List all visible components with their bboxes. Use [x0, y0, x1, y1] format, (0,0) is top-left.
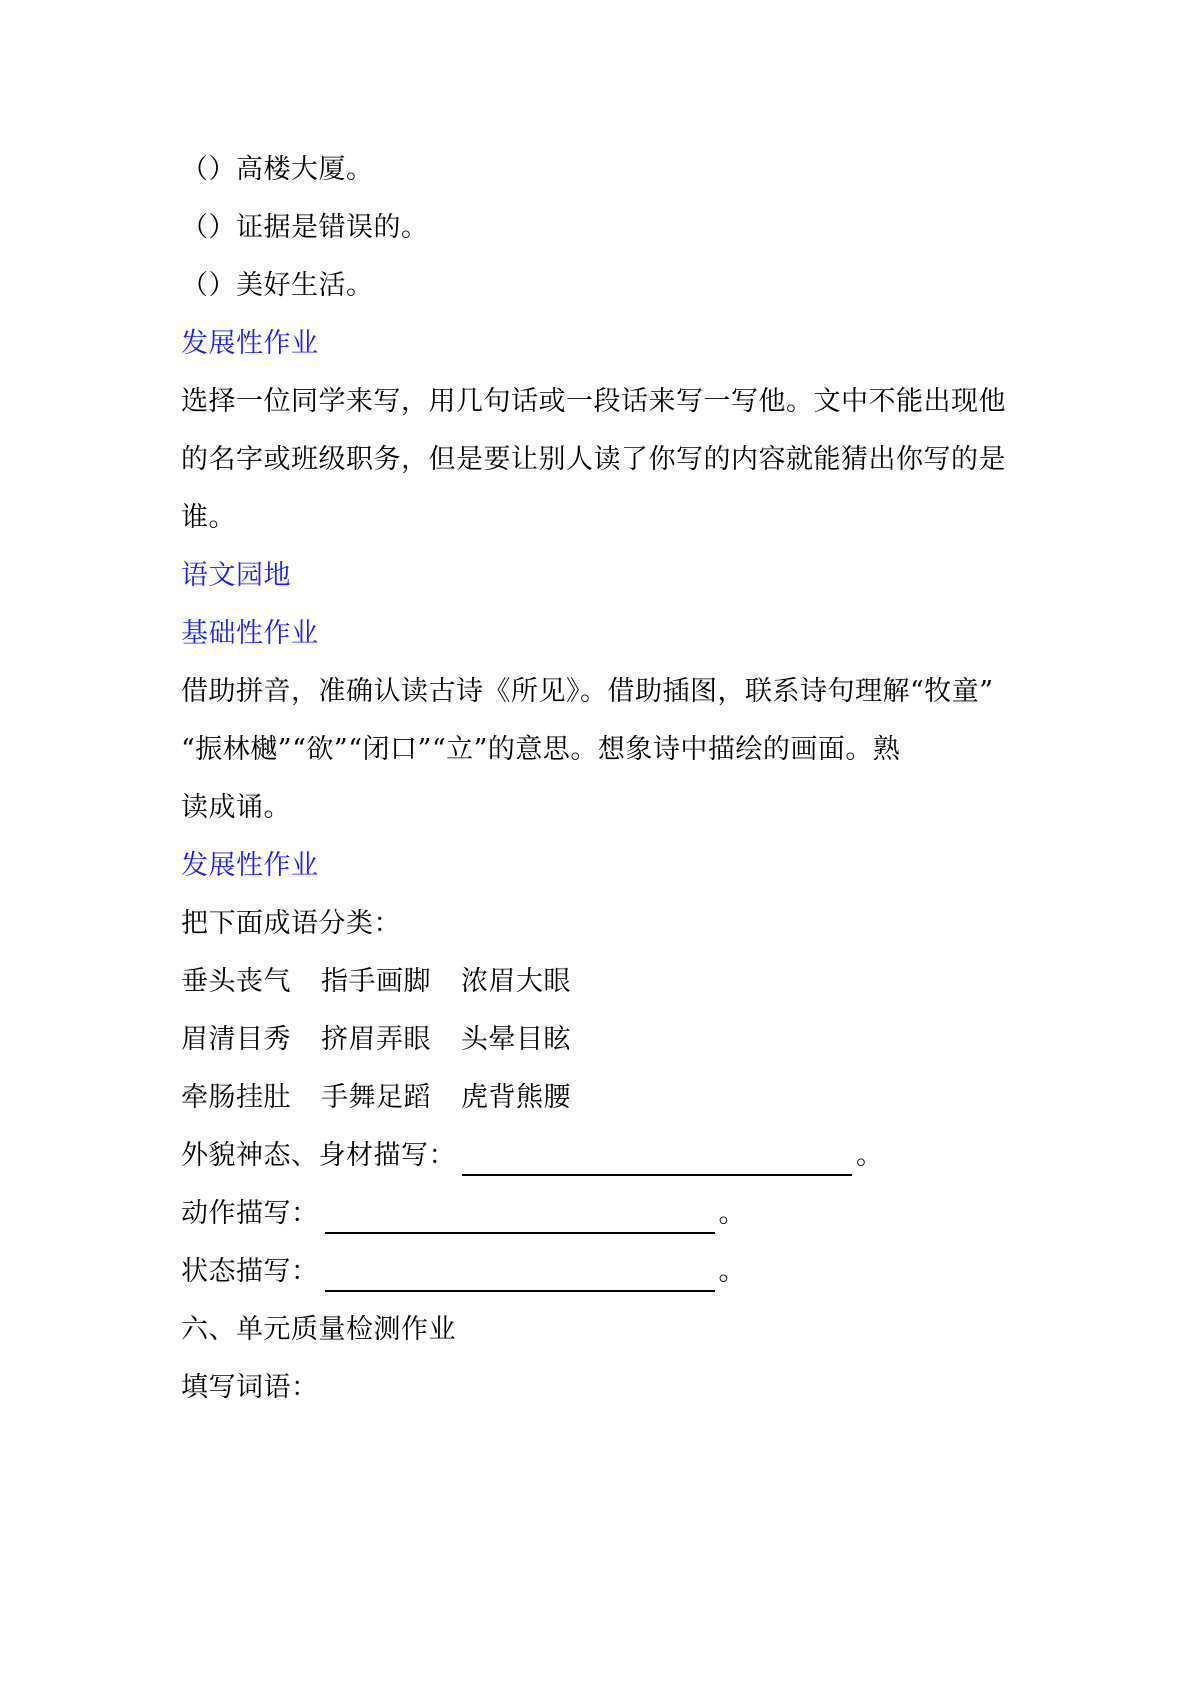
- paragraph-line: 借助拼音，准确认读古诗《所见》。借助插图，联系诗句理解“牧童”: [181, 676, 994, 707]
- idiom-row: [181, 1020, 1021, 1060]
- paragraph-line: 谁。: [181, 502, 236, 533]
- paragraph-line: 的名字或班级职务，但是要让别人读了你写的内容就能猜出你写的是: [181, 444, 1006, 475]
- idiom-word: 手舞足蹈: [321, 1082, 431, 1113]
- section-title-chinese-garden: 语文园地: [181, 560, 291, 591]
- paragraph-line: 选择一位同学来写，用几句话或一段话来写一写他。文中不能出现他: [181, 386, 1006, 417]
- fill-label: 动作描写：: [181, 1198, 319, 1229]
- choice-item-2: （）证据是错误的。: [181, 212, 429, 243]
- idiom-word: 眉清目秀: [181, 1024, 291, 1055]
- fill-line-appearance: [181, 1136, 1021, 1176]
- fill-label: 外貌神态、身材描写：: [181, 1140, 456, 1171]
- idiom-word: 挤眉弄眼: [321, 1024, 431, 1055]
- idiom-word: 指手画脚: [321, 966, 431, 997]
- idiom-word: 浓眉大眼: [461, 966, 571, 997]
- section-heading-basic: 基础性作业: [181, 618, 319, 649]
- instruction-text: 填写词语：: [181, 1372, 319, 1403]
- section-heading-developmental-2: 发展性作业: [181, 850, 319, 881]
- paragraph-line: 读成诵。: [181, 792, 291, 823]
- instruction-text: 把下面成语分类：: [181, 908, 401, 939]
- section-title-unit-test: 六、单元质量检测作业: [181, 1314, 456, 1345]
- choice-item-1: （）高楼大厦。: [181, 154, 374, 185]
- fill-line-state: [181, 1252, 1021, 1292]
- idiom-word: 头晕目眩: [461, 1024, 571, 1055]
- answer-blank[interactable]: [462, 1140, 852, 1176]
- fill-end: 。: [856, 1140, 884, 1171]
- idiom-row: [181, 962, 1021, 1002]
- idiom-word: 牵肠挂肚: [181, 1082, 291, 1113]
- answer-blank[interactable]: [325, 1256, 715, 1292]
- idiom-word: 虎背熊腰: [461, 1082, 571, 1113]
- choice-item-3: （）美好生活。: [181, 270, 374, 301]
- fill-label: 状态描写：: [181, 1256, 319, 1287]
- fill-end: 。: [718, 1256, 746, 1287]
- section-heading-developmental: 发展性作业: [181, 328, 319, 359]
- fill-end: 。: [718, 1198, 746, 1229]
- paragraph-line: “振林樾”“欲”“闭口”“立”的意思。想象诗中描绘的画面。熟: [181, 734, 901, 765]
- idiom-word: 垂头丧气: [181, 966, 291, 997]
- fill-line-action: [181, 1194, 1021, 1234]
- idiom-row: [181, 1078, 1021, 1118]
- answer-blank[interactable]: [325, 1198, 715, 1234]
